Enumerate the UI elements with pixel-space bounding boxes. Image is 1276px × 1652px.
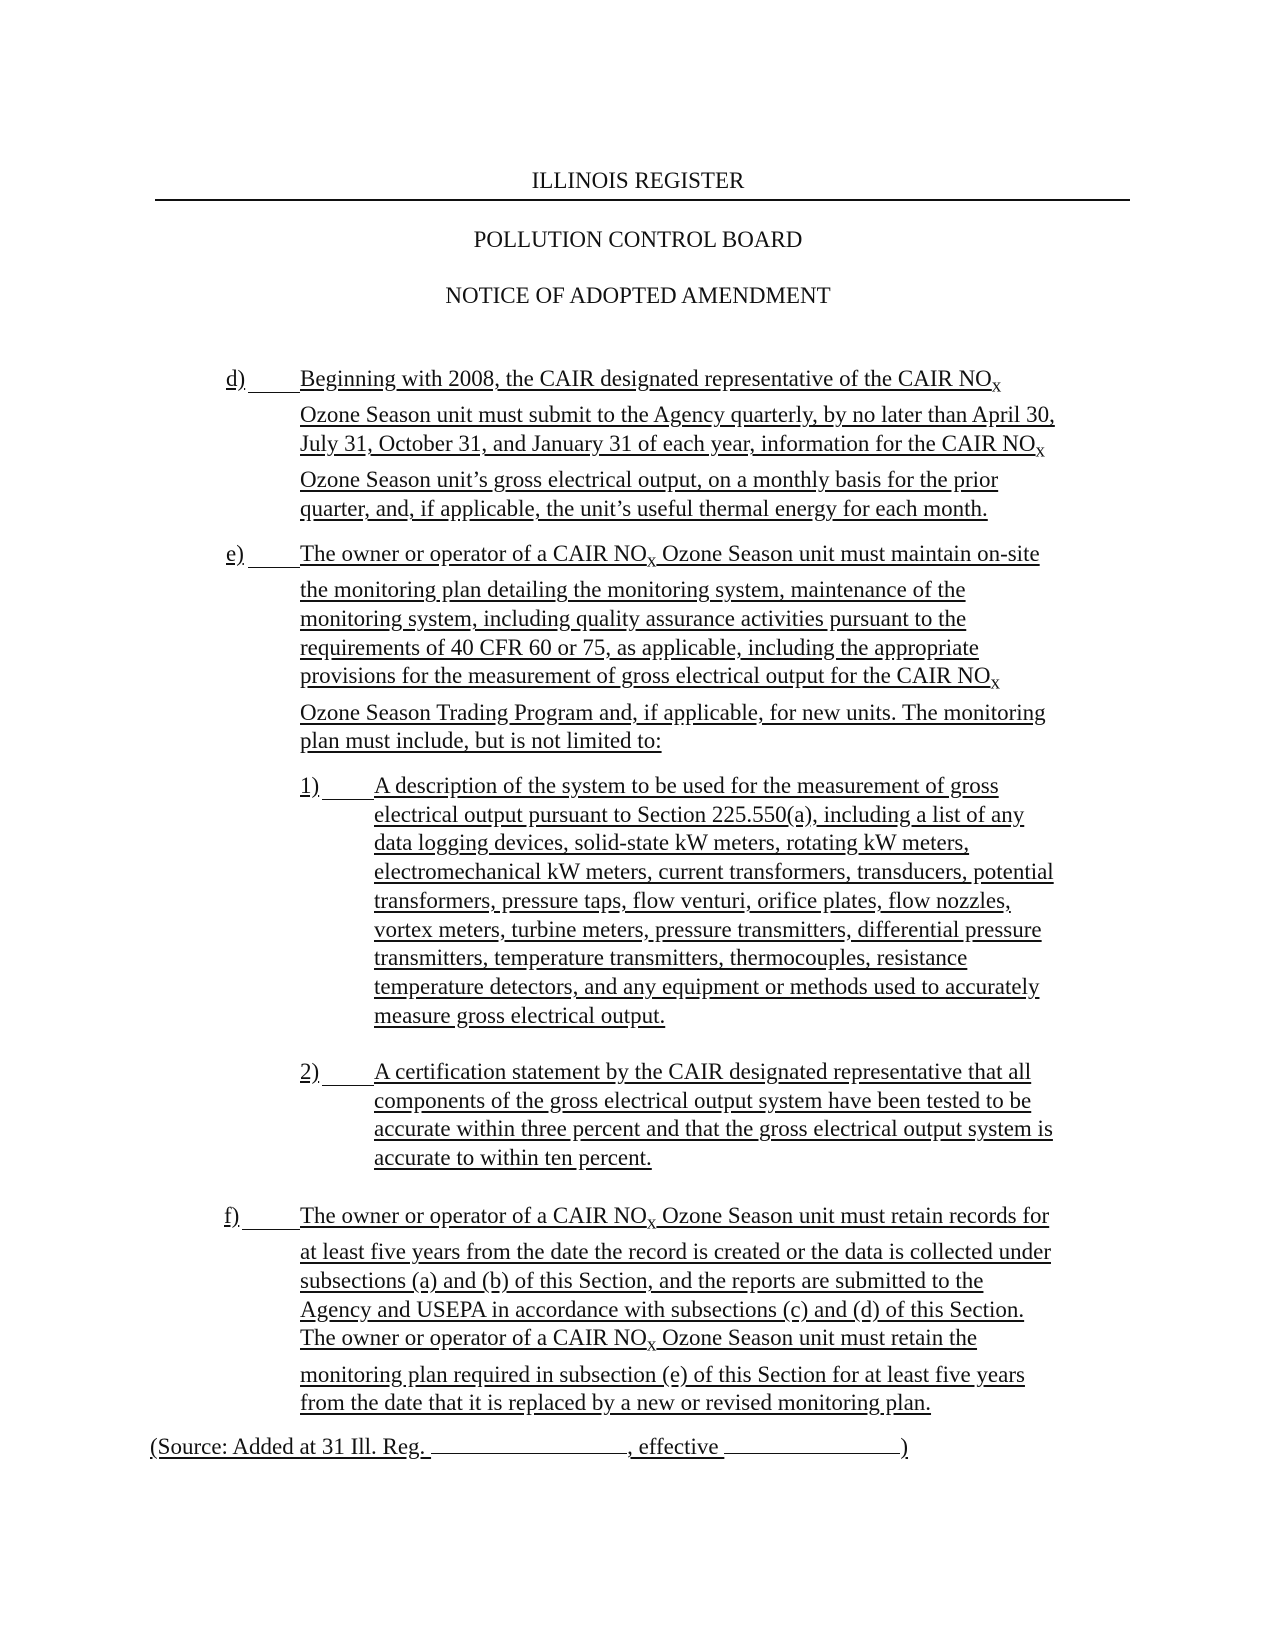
source-middle: , effective bbox=[627, 1434, 725, 1459]
section-f-leader bbox=[242, 1229, 300, 1230]
section-e-line: the monitoring plan detailing the monitoring system, maintenance of the bbox=[300, 577, 966, 603]
subsection-1-line: vortex meters, turbine meters, pressure transmitters, differential pressure bbox=[374, 916, 1042, 942]
subscript-x: x bbox=[646, 550, 657, 572]
section-d-line: July 31, October 31, and January 31 of each year, information for the CAIR NO bbox=[300, 431, 1036, 456]
section-e-leader bbox=[248, 567, 300, 568]
section-f-line: Agency and USEPA in accordance with subsections (c) and (d) of this Section. bbox=[300, 1296, 1025, 1322]
subsection-1-line: A description of the system to be used for the measurement of gross bbox=[374, 773, 999, 798]
subsection-1-line: data logging devices, solid-state kW meters, rotating kW meters, bbox=[374, 830, 970, 856]
section-d-label: d) bbox=[226, 366, 246, 391]
section-f-line: Ozone Season unit must retain records for bbox=[656, 1203, 1050, 1228]
section-f-line: at least five years from the date the record is created or the data is collected under bbox=[300, 1239, 1051, 1265]
section-e-text bbox=[300, 540, 1046, 756]
subsection-1-line: electromechanical kW meters, current transformers, transducers, potential bbox=[374, 859, 1054, 885]
section-e-line: requirements of 40 CFR 60 or 75, as applicable, including the appropriate bbox=[300, 634, 979, 660]
subscript-x: x bbox=[646, 1212, 657, 1234]
section-d-line: Ozone Season unit’s gross electrical output, on a monthly basis for the prior bbox=[300, 467, 999, 493]
section-e-line: provisions for the measurement of gross electrical output for the CAIR NO bbox=[300, 663, 991, 689]
notice-title: NOTICE OF ADOPTED AMENDMENT bbox=[445, 283, 831, 308]
subsection-2-leader bbox=[322, 1085, 374, 1086]
section-e-line: Ozone Season Trading Program and, if applicable, for new units. The monitoring bbox=[300, 699, 1046, 725]
subsection-1-line: measure gross electrical output. bbox=[374, 1002, 666, 1028]
section-d-leader bbox=[248, 392, 300, 393]
subscript-x: x bbox=[1035, 440, 1046, 462]
section-f-line: subsections (a) and (b) of this Section, and the reports are submitted to the bbox=[300, 1268, 984, 1293]
section-d-line: quarter, and, if applicable, the unit’s useful thermal energy for each month. bbox=[300, 496, 988, 521]
header-rule bbox=[155, 199, 1130, 201]
subscript-x: x bbox=[646, 1335, 657, 1356]
section-e-line: The owner or operator of a CAIR NO bbox=[300, 541, 647, 566]
subsection-2-label: 2) bbox=[300, 1059, 320, 1084]
subsection-1-line: transformers, pressure taps, flow venturi, orifice plates, flow nozzles, bbox=[374, 887, 1011, 913]
section-f-line: The owner or operator of a CAIR NO bbox=[300, 1203, 647, 1228]
board-title: POLLUTION CONTROL BOARD bbox=[473, 227, 803, 252]
section-d-line: Beginning with 2008, the CAIR designated representative of the CAIR NO bbox=[300, 366, 992, 391]
section-f-line: monitoring plan required in subsection (e) of this Section for at least five years bbox=[300, 1361, 1025, 1387]
subsection-1-line: transmitters, temperature transmitters, thermocouples, resistance bbox=[374, 945, 968, 971]
section-f-line: The owner or operator of a CAIR NO bbox=[300, 1325, 647, 1351]
subsection-2-line: accurate within three percent and that the gross electrical output system is bbox=[374, 1116, 1053, 1142]
subsection-1-line: electrical output pursuant to Section 225.550(a), including a list of any bbox=[374, 801, 1025, 827]
source-prefix: (Source: Added at 31 Ill. Reg. bbox=[150, 1434, 432, 1459]
source-suffix: ) bbox=[900, 1434, 909, 1459]
section-d-text bbox=[300, 365, 1055, 524]
subsection-2-line: accurate to within ten percent. bbox=[374, 1145, 652, 1171]
section-f-line: from the date that it is replaced by a new or revised monitoring plan. bbox=[300, 1390, 932, 1416]
subsection-1-line: temperature detectors, and any equipment or methods used to accurately bbox=[374, 973, 1040, 999]
effective-blank bbox=[724, 1435, 900, 1454]
source-note bbox=[150, 1433, 908, 1462]
section-f-label: f) bbox=[224, 1203, 240, 1228]
section-d-line: Ozone Season unit must submit to the Agency quarterly, by no later than April 30, bbox=[300, 402, 1055, 428]
section-e-line: Ozone Season unit must maintain on-site bbox=[656, 541, 1040, 566]
section-f-text bbox=[300, 1202, 1051, 1418]
subsection-1-text bbox=[374, 772, 1054, 1030]
section-f-line: Ozone Season unit must retain the bbox=[656, 1325, 978, 1351]
subsection-1-leader bbox=[322, 799, 374, 800]
section-e-line: plan must include, but is not limited to: bbox=[300, 728, 662, 754]
subsection-2-line: A certification statement by the CAIR designated representative that all bbox=[374, 1059, 1032, 1084]
subscript-x: x bbox=[990, 673, 1001, 694]
section-e-label: e) bbox=[226, 541, 244, 566]
register-blank bbox=[431, 1435, 627, 1454]
register-title: ILLINOIS REGISTER bbox=[531, 168, 745, 193]
subsection-1-label: 1) bbox=[300, 773, 320, 798]
subscript-x: x bbox=[991, 375, 1002, 397]
section-e-line: monitoring system, including quality assurance activities pursuant to the bbox=[300, 606, 967, 631]
subsection-2-text bbox=[374, 1058, 1053, 1173]
subsection-2-line: components of the gross electrical output system have been tested to be bbox=[374, 1087, 1032, 1113]
